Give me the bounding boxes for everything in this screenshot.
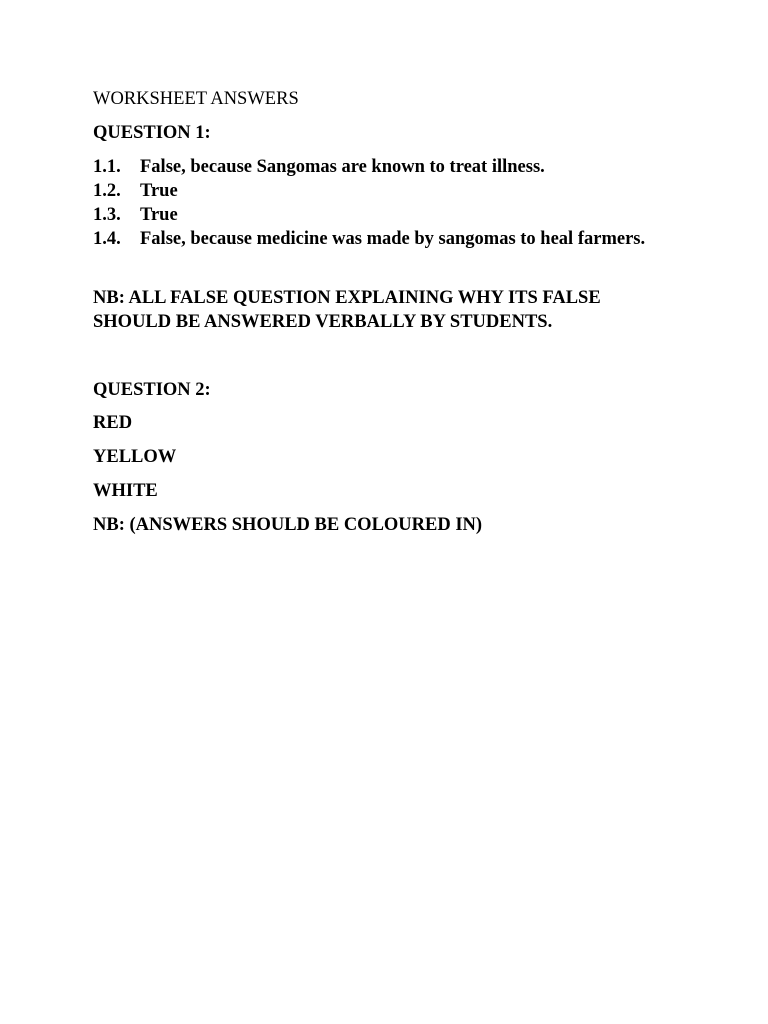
list-item <box>93 155 653 179</box>
item-text: False, because medicine was made by sangomas to heal farmers. <box>140 229 646 249</box>
question-2-note: NB: (ANSWERS SHOULD BE COLOURED IN) <box>93 515 483 535</box>
list-item <box>93 179 653 203</box>
item-number: 1.4. <box>93 229 121 249</box>
answer-colour-red: RED <box>93 413 133 433</box>
item-text: False, because Sangomas are known to treat illness. <box>140 157 545 177</box>
question-1-heading: QUESTION 1: <box>93 123 211 143</box>
question-1-note: NB: ALL FALSE QUESTION EXPLAINING WHY ITS FALSE SHOULD BE ANSWERED VERBALLY BY STUDENTS. <box>93 288 601 332</box>
list-item <box>93 203 653 227</box>
answer-colour-yellow: YELLOW <box>93 447 177 467</box>
item-number: 1.2. <box>93 181 121 201</box>
page-title: WORKSHEET ANSWERS <box>93 89 299 109</box>
item-number: 1.3. <box>93 205 121 225</box>
question-1-answer-list <box>93 155 653 251</box>
item-number: 1.1. <box>93 157 121 177</box>
answer-colour-white: WHITE <box>93 481 158 501</box>
item-text: True <box>140 205 178 225</box>
list-item <box>93 227 653 251</box>
question-2-heading: QUESTION 2: <box>93 380 211 400</box>
item-text: True <box>140 181 178 201</box>
